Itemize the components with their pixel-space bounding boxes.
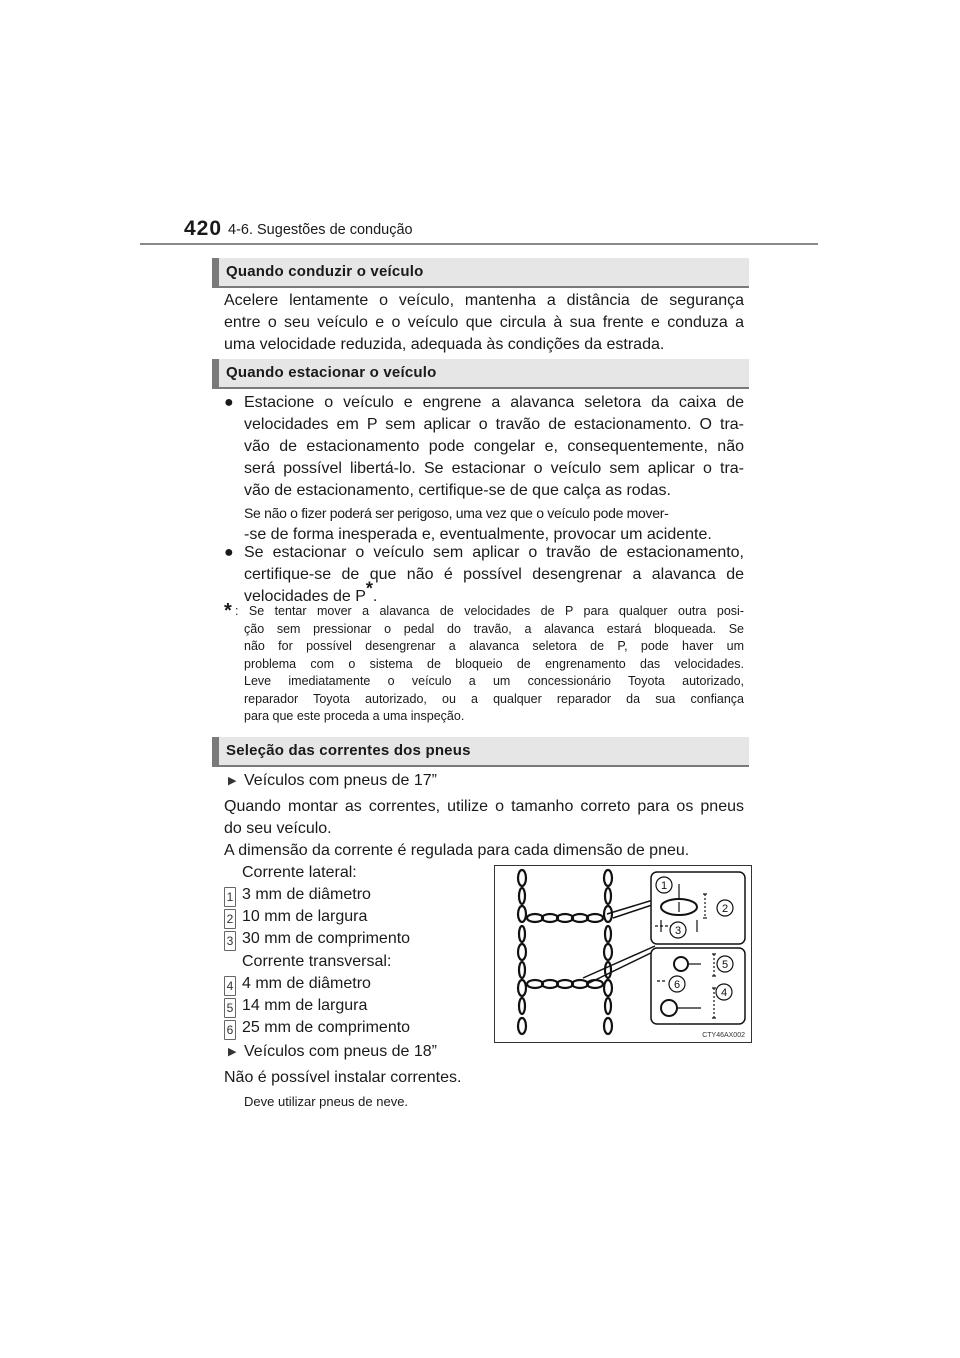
snow-tires-text: Deve utilizar pneus de neve.	[244, 1094, 409, 1109]
callout-2: 2	[224, 909, 236, 929]
heading-chains	[212, 737, 749, 767]
parking-bullet-1	[244, 392, 744, 546]
diagram-callout-3: 3	[674, 925, 682, 937]
callout-1: 1	[224, 887, 236, 907]
text-line: A dimensão da corrente é regulada para cada dimensão de pneu.	[224, 842, 690, 859]
text-span: velocidades de P	[244, 588, 366, 605]
text-line: reparador Toyota autorizado, ou a qualquer reparador da sua confiança	[244, 691, 744, 706]
triangle-icon: ▶	[228, 775, 237, 787]
chains-intro	[224, 796, 744, 862]
text-line-small: Se não o fizer poderá ser perigoso, uma vez que o veículo pode mover-	[244, 505, 669, 521]
footnote-asterisk: *	[365, 578, 373, 599]
text-line: Se estacionar o veículo sem aplicar o travão de estacionamento,	[244, 544, 744, 561]
text-line: ção sem pressionar o pedal do travão, a alavanca estará bloqueada. Se	[244, 621, 744, 636]
text-line: Estacione o veículo e engrene a alavanca seletora da caixa de	[244, 394, 744, 411]
heading-driving	[212, 258, 749, 288]
note-asterisk: *	[224, 600, 232, 622]
footnote	[235, 603, 744, 726]
side-item-2: 10 mm de largura	[242, 908, 368, 925]
diagram-callout-6: 6	[673, 979, 681, 991]
page-number: 420	[184, 217, 223, 240]
text-line: Quando montar as correntes, utilize o tamanho correto para os pneus	[224, 798, 744, 815]
side-chain-label: Corrente lateral:	[242, 864, 357, 881]
text-line: certifique-se de que não é possível desengrenar a alavanca de	[244, 566, 744, 583]
driving-paragraph	[224, 290, 744, 356]
diagram-callout-4: 4	[720, 987, 728, 999]
text-line: problema com o sistema de bloqueio de engrenamento das velocidades.	[244, 656, 744, 671]
no-chains-text: Não é possível instalar correntes.	[224, 1069, 462, 1086]
callout-5: 5	[224, 998, 236, 1018]
side-item-1: 3 mm de diâmetro	[242, 886, 371, 903]
text-line: entre o seu veículo e o veículo que circula à sua frente e conduza a	[224, 314, 744, 331]
text-line: uma velocidade reduzida, adequada às condições da estrada.	[224, 336, 665, 353]
text-line: do seu veículo.	[224, 820, 332, 837]
side-item-3: 30 mm de comprimento	[242, 930, 411, 947]
text-line: : Se tentar mover a alavanca de velocidades de P para qualquer outra posi-	[235, 604, 744, 618]
cross-chain-label: Corrente transversal:	[242, 953, 392, 970]
bullet-icon: ●	[224, 544, 234, 561]
diagram-code: CTY46AX002	[702, 1032, 745, 1039]
tire-chain-diagram	[494, 865, 752, 1043]
text-span: .	[372, 588, 378, 605]
heading-parking-text: Quando estacionar o veículo	[226, 364, 437, 381]
subheading-18: Veículos com pneus de 18”	[244, 1043, 438, 1060]
chain-illustration	[495, 866, 751, 1042]
cross-item-3: 25 mm de comprimento	[242, 1019, 411, 1036]
diagram-callout-5: 5	[721, 959, 729, 971]
text-line: -se de forma inesperada e, eventualmente, provocar um acidente.	[244, 526, 712, 543]
parking-bullet-2	[244, 542, 744, 608]
heading-driving-text: Quando conduzir o veículo	[226, 263, 424, 280]
cross-item-2: 14 mm de largura	[242, 997, 368, 1014]
subheading-17: Veículos com pneus de 17”	[244, 772, 438, 789]
text-line: velocidades em P sem aplicar o travão de estacionamento. O tra-	[244, 416, 744, 433]
text-line: Acelere lentamente o veículo, mantenha a distância de segurança	[224, 292, 744, 309]
cross-item-1: 4 mm de diâmetro	[242, 975, 371, 992]
text-line: para que este proceda a uma inspeção.	[244, 709, 465, 723]
callout-4: 4	[224, 976, 236, 996]
text-line: será possível libertá-lo. Se estacionar o veículo sem aplicar o tra-	[244, 460, 744, 477]
text-line: não for possível desengrenar a alavanca seletora de P, pode haver um	[244, 639, 744, 653]
text-line: vão de estacionamento, certifique-se de que calça as rodas.	[244, 482, 671, 499]
callout-6: 6	[224, 1020, 236, 1040]
text-line: vão de estacionamento pode congelar e, consequentemente, não	[244, 438, 744, 455]
text-line: Leve imediatamente o veículo a um concessionário Toyota autorizado,	[244, 674, 744, 688]
diagram-callout-1: 1	[660, 880, 668, 892]
bullet-icon: ●	[224, 394, 234, 411]
callout-3: 3	[224, 931, 236, 951]
triangle-icon: ▶	[228, 1046, 237, 1058]
heading-chains-text: Seleção das correntes dos pneus	[226, 742, 471, 759]
diagram-callout-2: 2	[721, 903, 729, 915]
heading-parking	[212, 359, 749, 389]
section-label: 4-6. Sugestões de condução	[228, 222, 413, 238]
header-rule	[140, 243, 818, 245]
